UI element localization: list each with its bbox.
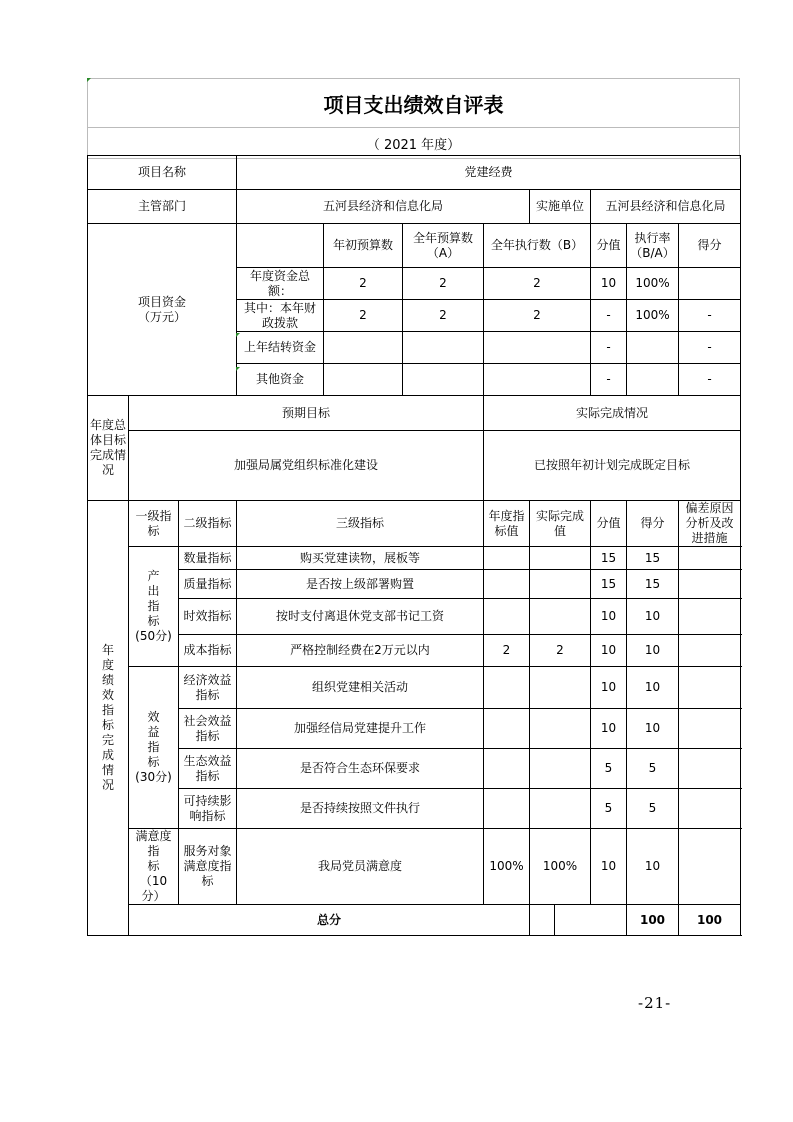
perf-label-char: 绩	[101, 673, 114, 687]
level3-cell: 购买党建读物，展板等	[237, 547, 484, 570]
funds-row-score	[679, 268, 741, 300]
header-annual-text: 全年预算数	[412, 230, 473, 245]
level3-cell: 是否按上级部署购置	[237, 570, 484, 599]
reason-cell	[679, 599, 741, 635]
group-char: 满意度指	[135, 829, 172, 858]
cell-marker-icon	[236, 333, 240, 337]
target-cell	[484, 599, 530, 635]
goals-label-line: 体目标	[90, 433, 127, 447]
goals-label-line: 况	[101, 463, 114, 477]
funds-row-annual	[403, 364, 484, 396]
level3-cell: 按时支付离退休党支部书记工资	[237, 599, 484, 635]
page-number: -21-	[638, 994, 672, 1012]
reason-cell	[679, 667, 741, 709]
score-value-cell: 5	[591, 789, 627, 829]
funds-row-initial: 2	[324, 300, 403, 332]
header-score-value: 分值	[591, 224, 627, 268]
funds-row-label: 上年结转资金	[237, 332, 324, 364]
header-score-value: 分值	[591, 501, 627, 547]
perf-label-char: 况	[101, 778, 114, 792]
funds-row-rate: 100%	[627, 300, 679, 332]
level2-cell: 质量指标	[179, 570, 237, 599]
cell-marker-icon	[87, 78, 91, 82]
target-cell	[484, 749, 530, 789]
reason-cell	[679, 709, 741, 749]
score-cell: 10	[627, 709, 679, 749]
target-cell	[484, 789, 530, 829]
funds-row-score-value: -	[591, 332, 627, 364]
actual-cell	[530, 599, 591, 635]
perf-label-char: 度	[101, 658, 114, 672]
group-char: 标	[147, 755, 160, 769]
target-cell: 100%	[484, 829, 530, 905]
level2-cell: 时效指标	[179, 599, 237, 635]
header-rate	[627, 224, 679, 268]
header-reason: 偏差原因分析及改进措施	[679, 501, 741, 547]
actual-cell	[530, 667, 591, 709]
header-level1: 一级指标	[129, 501, 179, 547]
score-cell: 5	[627, 749, 679, 789]
header-level3: 三级指标	[237, 501, 484, 547]
funds-row-score: -	[679, 332, 741, 364]
funds-row-label: 其他资金	[237, 364, 324, 396]
header-score: 得分	[679, 224, 741, 268]
actual-cell	[530, 789, 591, 829]
perf-label-char: 情	[101, 763, 114, 777]
level2-cell: 生态效益指标	[179, 749, 237, 789]
funds-row-score-value: 10	[591, 268, 627, 300]
self-evaluation-table	[87, 155, 741, 936]
level2-cell: 社会效益指标	[179, 709, 237, 749]
reason-cell	[679, 547, 741, 570]
group-char: 产	[147, 569, 160, 583]
perf-label-char: 完	[101, 733, 114, 747]
total-score: 100	[679, 905, 741, 936]
goals-label-line: 完成情	[90, 448, 127, 462]
group-char: 标	[147, 614, 160, 628]
score-cell: 10	[627, 635, 679, 667]
expected-goal-header: 预期目标	[129, 396, 484, 431]
group-points: （10分）	[139, 874, 168, 903]
funds-row-executed	[484, 364, 591, 396]
actual-completion-header: 实际完成情况	[484, 396, 741, 431]
header-annual-budget	[403, 224, 484, 268]
reason-cell	[679, 829, 741, 905]
score-cell: 10	[627, 667, 679, 709]
funds-row-executed	[484, 332, 591, 364]
level2-cell: 可持续影响指标	[179, 789, 237, 829]
group-char: 效	[147, 710, 160, 724]
funds-header-blank	[237, 224, 324, 268]
score-cell: 10	[627, 599, 679, 635]
score-value-cell: 15	[591, 570, 627, 599]
total-target	[530, 905, 555, 936]
header-rate-sub: （B/A）	[630, 245, 675, 260]
target-cell	[484, 570, 530, 599]
reason-cell	[679, 570, 741, 599]
goals-label	[88, 396, 129, 501]
perf-label	[88, 501, 129, 936]
funds-row-annual: 2	[403, 268, 484, 300]
dept-label: 主管部门	[88, 190, 237, 224]
header-actual: 实际完成值	[530, 501, 591, 547]
level3-cell: 是否持续按照文件执行	[237, 789, 484, 829]
project-name-label: 项目名称	[88, 156, 237, 190]
actual-cell	[530, 709, 591, 749]
funds-row-score-value: -	[591, 300, 627, 332]
funds-unit: （万元）	[137, 309, 186, 324]
group-char: 指	[147, 599, 160, 613]
reason-cell	[679, 749, 741, 789]
header-level2: 二级指标	[179, 501, 237, 547]
perf-label-char: 年	[101, 643, 114, 657]
funds-row-rate: 100%	[627, 268, 679, 300]
score-value-cell: 5	[591, 749, 627, 789]
funds-label-text: 项目资金	[137, 294, 186, 309]
funds-label	[88, 224, 237, 396]
perf-label-char: 标	[101, 718, 114, 732]
reason-cell	[679, 789, 741, 829]
level3-cell: 组织党建相关活动	[237, 667, 484, 709]
score-cell: 10	[627, 829, 679, 905]
funds-row-initial	[324, 332, 403, 364]
funds-row-label: 年度资金总额：	[237, 268, 324, 300]
group-char: 指	[147, 740, 160, 754]
actual-cell	[530, 749, 591, 789]
sheet-header	[87, 78, 740, 159]
group-char: 益	[147, 725, 160, 739]
score-value-cell: 10	[591, 829, 627, 905]
score-value-cell: 15	[591, 547, 627, 570]
score-value-cell: 10	[591, 667, 627, 709]
score-cell: 15	[627, 570, 679, 599]
perf-label-char: 效	[101, 688, 114, 702]
benefit-group-label	[129, 667, 179, 829]
cell-marker-icon	[236, 367, 240, 371]
actual-cell	[530, 570, 591, 599]
total-actual	[555, 905, 627, 936]
funds-row-initial: 2	[324, 268, 403, 300]
funds-row-score: -	[679, 300, 741, 332]
actual-completion-text: 已按照年初计划完成既定目标	[484, 431, 741, 501]
unit-value: 五河县经济和信息化局	[591, 190, 741, 224]
header-rate-text: 执行率	[634, 230, 671, 245]
level3-cell: 严格控制经费在2万元以内	[237, 635, 484, 667]
level2-cell: 服务对象满意度指标	[179, 829, 237, 905]
expected-goal-text: 加强局属党组织标准化建设	[129, 431, 484, 501]
funds-row-score: -	[679, 364, 741, 396]
score-cell: 5	[627, 789, 679, 829]
funds-row-rate	[627, 332, 679, 364]
funds-row-label: 其中：本年财政拨款	[237, 300, 324, 332]
score-value-cell: 10	[591, 709, 627, 749]
total-label: 总分	[129, 905, 530, 936]
score-value-cell: 10	[591, 599, 627, 635]
level3-cell: 是否符合生态环保要求	[237, 749, 484, 789]
dept-value: 五河县经济和信息化局	[237, 190, 530, 224]
output-group-label	[129, 547, 179, 667]
score-cell: 15	[627, 547, 679, 570]
unit-label: 实施单位	[530, 190, 591, 224]
target-cell	[484, 667, 530, 709]
header-annual-sub: （A）	[426, 245, 460, 260]
header-executed: 全年执行数（B）	[484, 224, 591, 268]
goals-label-line: 年度总	[90, 418, 127, 432]
form-year: （ 2021 年度）	[87, 127, 740, 159]
perf-label-char: 指	[101, 703, 114, 717]
reason-cell	[679, 635, 741, 667]
level3-cell: 我局党员满意度	[237, 829, 484, 905]
header-score: 得分	[627, 501, 679, 547]
funds-row-executed: 2	[484, 300, 591, 332]
funds-row-rate	[627, 364, 679, 396]
total-score-value: 100	[627, 905, 679, 936]
header-target: 年度指标值	[484, 501, 530, 547]
funds-row-initial	[324, 364, 403, 396]
header-initial-budget: 年初预算数	[324, 224, 403, 268]
target-cell	[484, 709, 530, 749]
funds-row-score-value: -	[591, 364, 627, 396]
actual-cell	[530, 547, 591, 570]
score-value-cell: 10	[591, 635, 627, 667]
level3-cell: 加强经信局党建提升工作	[237, 709, 484, 749]
perf-label-char: 成	[101, 748, 114, 762]
group-char: 标	[147, 859, 160, 873]
target-cell: 2	[484, 635, 530, 667]
group-points: (30分)	[135, 770, 172, 784]
funds-row-annual	[403, 332, 484, 364]
level2-cell: 成本指标	[179, 635, 237, 667]
project-name-value: 党建经费	[237, 156, 741, 190]
actual-cell: 2	[530, 635, 591, 667]
level2-cell: 经济效益指标	[179, 667, 237, 709]
actual-cell: 100%	[530, 829, 591, 905]
funds-row-executed: 2	[484, 268, 591, 300]
group-char: 出	[147, 584, 160, 598]
target-cell	[484, 547, 530, 570]
form-title: 项目支出绩效自评表	[87, 78, 740, 127]
group-points: (50分)	[135, 629, 172, 643]
funds-row-annual: 2	[403, 300, 484, 332]
level2-cell: 数量指标	[179, 547, 237, 570]
satisfaction-group-label	[129, 829, 179, 905]
